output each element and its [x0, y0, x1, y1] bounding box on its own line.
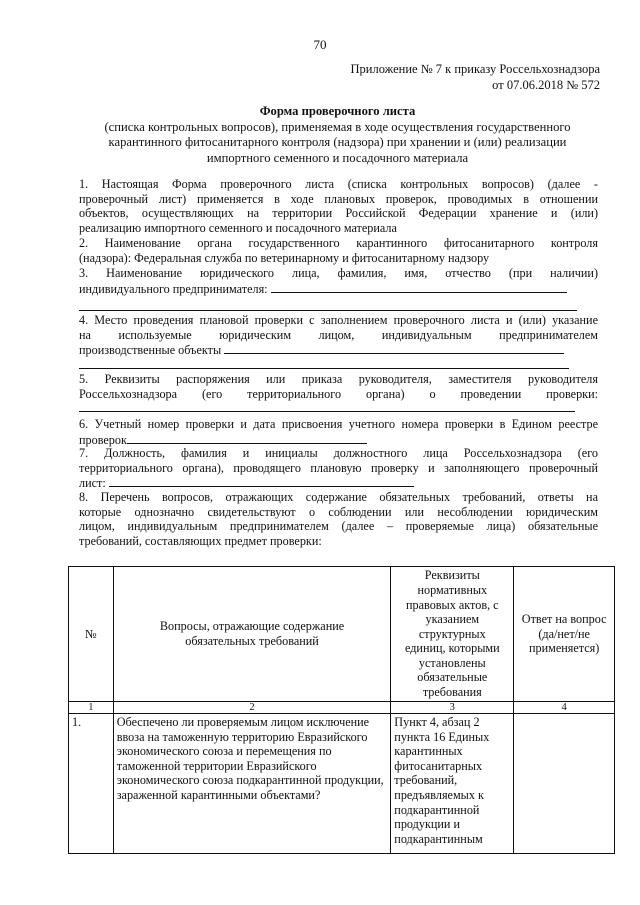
paragraph-3	[79, 266, 598, 296]
header-requisites: Реквизиты нормативных правовых актов, с указанием структурных единиц, которыми установлены обязательные требования	[391, 567, 514, 702]
header-questions: Вопросы, отражающие содержание обязательных требований	[113, 567, 391, 702]
paragraph-line-text: проверок	[79, 432, 127, 447]
fill-line[interactable]	[79, 368, 569, 369]
row-question: Обеспечено ли проверяемым лицом исключение ввоза на таможенную территорию Евразийского экономического союза и перемещения по таможенной территории Евразийского экономического союза подкарантинной продукции, зараженной карантинными объектами?	[113, 714, 391, 854]
paragraph-line: (надзора): Федеральная служба по ветеринарному и фитосанитарному надзору	[79, 250, 490, 265]
paragraph-line: Россельхознадзора (его территориального органа) о проведении проверки:	[79, 386, 598, 401]
paragraph-line	[79, 281, 598, 297]
paragraph-line: 4. Место проведения плановой проверки с заполнением проверочного листа и (или) указание	[79, 313, 598, 327]
paragraph-4	[79, 313, 598, 358]
paragraph-line-text: производственные объекты	[79, 343, 222, 358]
paragraph-line: реализацию импортного семенного и посадочного материала	[79, 221, 397, 236]
paragraph-line: 7. Должность, фамилия и инициалы должностного лица Россельхознадзора (его	[79, 446, 598, 460]
paragraph-line: объектов, осуществляющих на территории Российской Федерации хранение и (или)	[79, 206, 598, 221]
form-title-line: импортного семенного и посадочного материала	[206, 150, 469, 165]
paragraph-7	[79, 446, 598, 491]
paragraph-2	[79, 236, 598, 265]
paragraph-line	[79, 475, 598, 491]
official-name-field[interactable]	[109, 475, 414, 487]
paragraph-5	[79, 372, 598, 401]
paragraph-line: 8. Перечень вопросов, отражающих содержание обязательных требований, ответы на	[79, 490, 598, 504]
column-number: 4	[514, 702, 615, 714]
paragraph-line: требований, составляющих предмет проверки:	[79, 534, 322, 549]
paragraph-line: 5. Реквизиты распоряжения или приказа руководителя, заместителя руководителя	[79, 372, 598, 386]
appendix-line-2: от 07.06.2018 № 572	[492, 78, 600, 92]
paragraph-line: на используемые юридическим лицом, индивидуальным предпринимателем	[79, 327, 598, 342]
row-answer-cell[interactable]	[514, 714, 615, 854]
column-number-row	[69, 702, 615, 714]
paragraph-line: 2. Наименование органа государственного карантинного фитосанитарного контроля	[79, 236, 598, 250]
paragraph-line: которые однозначно свидетельствуют о соблюдении или несоблюдении юридическим	[79, 504, 598, 519]
paragraph-line: 3. Наименование юридического лица, фамилия, имя, отчество (при наличии)	[79, 266, 598, 280]
row-requisites: Пункт 4, абзац 2 пункта 16 Единых карантинных фитосанитарных требований, предъявляемых к подкарантинной продукции и подкарантинным	[391, 714, 514, 854]
paragraph-line-text: индивидуального предпринимателя:	[79, 281, 268, 296]
fill-line[interactable]	[79, 411, 575, 412]
inspection-number-field[interactable]	[127, 432, 367, 444]
paragraph-1	[79, 177, 598, 236]
paragraph-8	[79, 490, 598, 549]
row-number: 1.	[69, 714, 114, 854]
paragraph-line	[79, 342, 598, 358]
production-objects-field[interactable]	[224, 342, 564, 354]
table-header-row	[69, 567, 615, 702]
table-row	[69, 714, 615, 854]
paragraph-line: территориального органа), проводящего плановую проверку и заполняющего проверочный	[79, 460, 598, 475]
checklist-table	[68, 566, 615, 854]
paragraph-line-text: лист:	[79, 476, 106, 491]
appendix-line-1: Приложение № 7 к приказу Россельхознадзора	[350, 62, 600, 76]
entrepreneur-name-field[interactable]	[271, 281, 567, 293]
page-number: 70	[313, 37, 327, 52]
paragraph-line: 6. Учетный номер проверки и дата присвоения учетного номера проверки в Едином реестре	[79, 417, 598, 431]
header-number: №	[69, 567, 114, 702]
header-answer: Ответ на вопрос (да/нет/не применяется)	[514, 567, 615, 702]
form-title-heading: Форма проверочного листа	[259, 104, 416, 118]
column-number: 3	[391, 702, 514, 714]
form-title-line: карантинного фитосанитарного контроля (надзора) при хранении и (или) реализации	[108, 135, 567, 149]
column-number: 2	[113, 702, 391, 714]
paragraph-line: 1. Настоящая Форма проверочного листа (списка контрольных вопросов) (далее -	[79, 177, 598, 191]
paragraph-6	[79, 417, 598, 447]
column-number: 1	[69, 702, 114, 714]
fill-line[interactable]	[79, 310, 577, 311]
form-title-line: (списка контрольных вопросов), применяемая в ходе осуществления государственного	[104, 119, 571, 134]
paragraph-line: лицом, индивидуальным предпринимателем (далее – проверяемые лица) обязательные	[79, 519, 598, 534]
form-title	[60, 104, 615, 166]
paragraph-line: проверочный лист) применяется в ходе плановых проверок, проводимых в отношении	[79, 191, 598, 206]
